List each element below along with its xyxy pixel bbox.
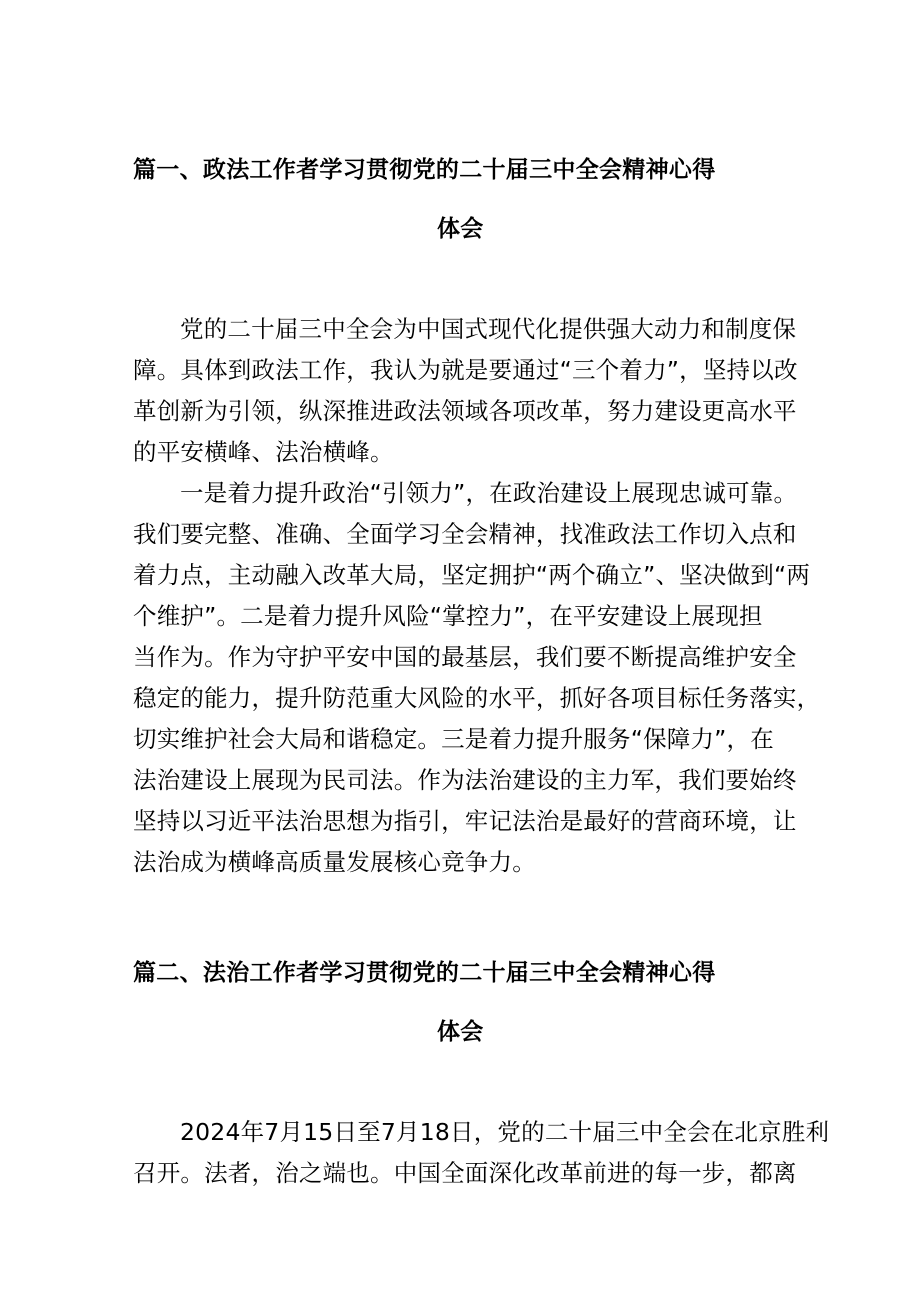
section1-paragraph-line: 当作为。作为守护平安中国的最基层，我们要不断提高维护安全	[133, 643, 797, 671]
section1-paragraph-line: 坚持以习近平法治思想为指引，牢记法治是最好的营商环境，让	[133, 807, 797, 835]
section1-paragraph-line: 障。具体到政法工作，我认为就是要通过“三个着力”，坚持以改	[133, 356, 798, 384]
section1-title-line-2: 体会	[437, 216, 484, 242]
section1-paragraph-line: 法治成为横峰高质量发展核心竞争力。	[133, 848, 536, 876]
section1-paragraph-line: 个维护”。二是着力提升风险“掌控力”，在平安建设上展现担	[133, 602, 763, 630]
section1-paragraph-line: 党的二十届三中全会为中国式现代化提供强大动力和制度保	[180, 315, 797, 343]
section1-paragraph-line: 一是着力提升政治“引领力”，在政治建设上展现忠诚可靠。	[180, 479, 798, 507]
section2-title-line-1: 篇二、法治工作者学习贯彻党的二十届三中全会精神心得	[133, 960, 716, 986]
section2-title-line-2: 体会	[437, 1019, 484, 1045]
section1-paragraph-line: 我们要完整、准确、全面学习全会精神，找准政法工作切入点和	[133, 520, 797, 548]
section1-paragraph-line: 革创新为引领，纵深推进政法领域各项改革，努力建设更高水平	[133, 397, 797, 425]
section1-paragraph-line: 法治建设上展现为民司法。作为法治建设的主力军，我们要始终	[133, 766, 797, 794]
section1-paragraph-line: 的平安横峰、法治横峰。	[133, 438, 394, 466]
section2-paragraph-line: 2024年7月15日至7月18日，党的二十届三中全会在北京胜利	[180, 1118, 830, 1146]
section1-paragraph-line: 着力点，主动融入改革大局，坚定拥护“两个确立”、坚决做到“两	[133, 561, 811, 589]
section2-paragraph-line: 召开。法者，治之端也。中国全面深化改革前进的每一步，都离	[133, 1159, 797, 1187]
section1-paragraph-line: 切实维护社会大局和谐稳定。三是着力提升服务“保障力”，在	[133, 725, 774, 753]
section1-title-line-1: 篇一、政法工作者学习贯彻党的二十届三中全会精神心得	[133, 157, 716, 183]
section1-paragraph-line: 稳定的能力，提升防范重大风险的水平，抓好各项目标任务落实，	[133, 684, 821, 712]
